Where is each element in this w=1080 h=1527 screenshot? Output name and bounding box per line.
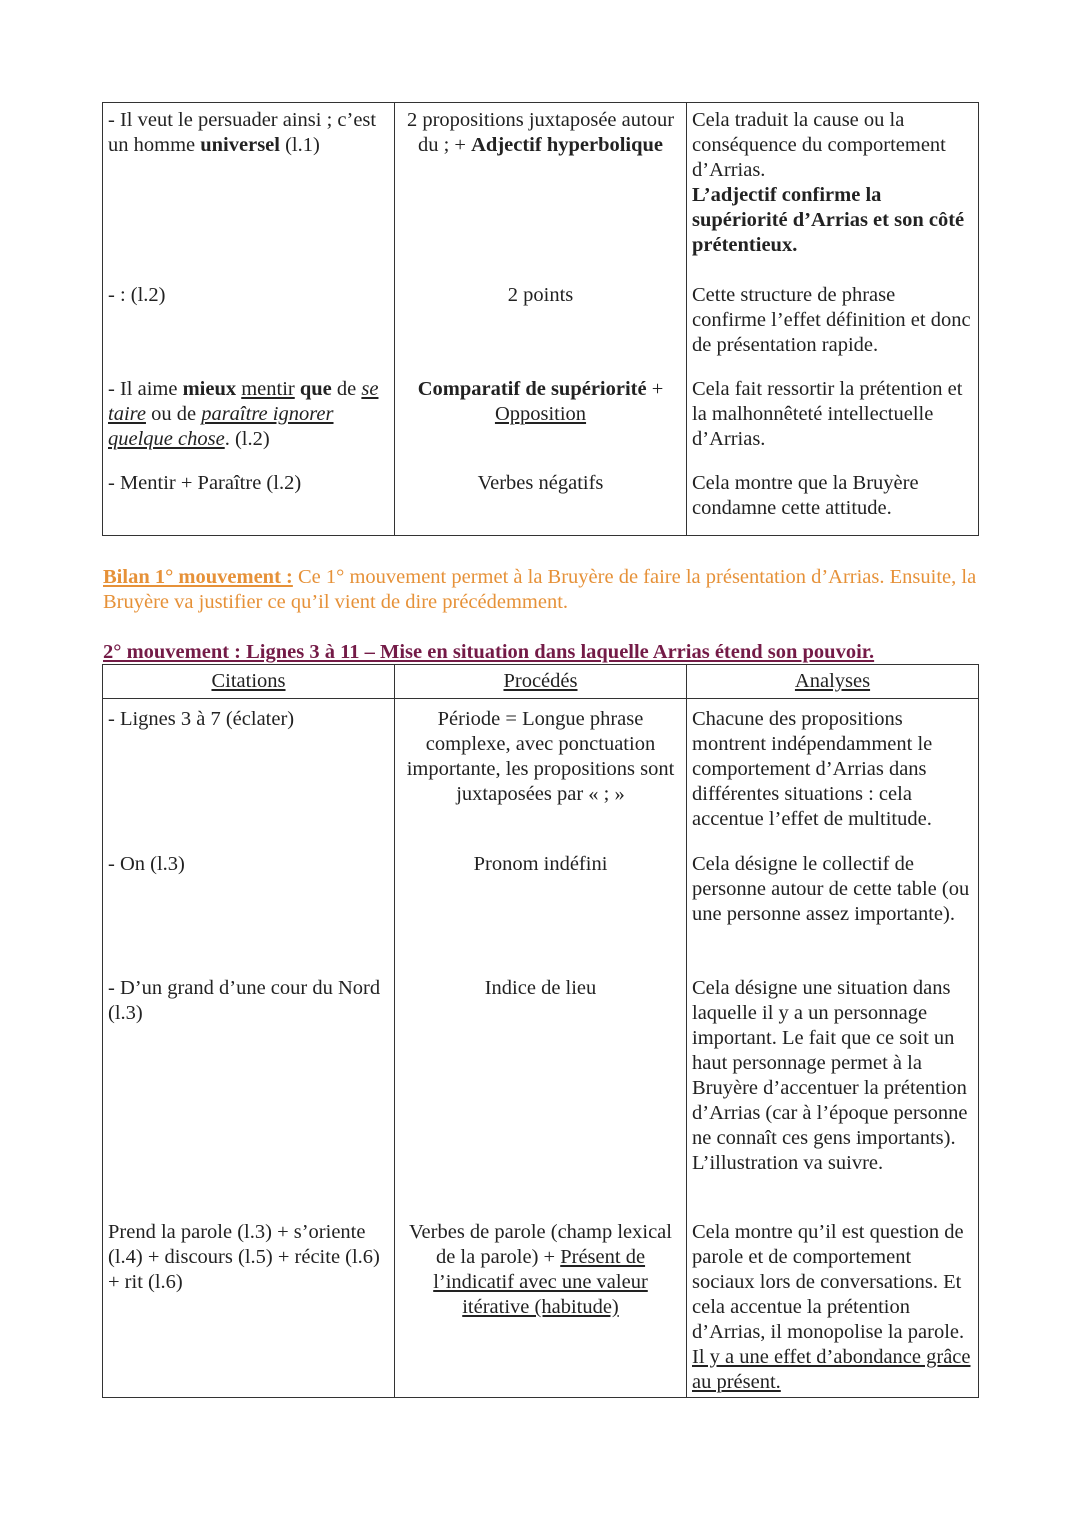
analyse-cell: Cette structure de phrase confirme l’effet définition et donc de présentation rapide.	[687, 278, 979, 372]
bilan-paragraph	[103, 565, 983, 615]
procede-cell: Verbes de parole (champ lexical de la parole) + Présent de l’indicatif avec une valeur itérative (habitude)	[395, 1215, 687, 1398]
section-heading: 2° mouvement : Lignes 3 à 11 – Mise en situation dans laquelle Arrias étend son pouvoir.	[103, 641, 875, 663]
column-header-procedes: Procédés	[395, 665, 687, 699]
table-row	[103, 103, 979, 279]
column-header-analyses: Analyses	[687, 665, 979, 699]
column-header-citations: Citations	[103, 665, 395, 699]
procede-cell: Indice de lieu	[395, 971, 687, 1215]
procede-cell: 2 points	[395, 278, 687, 372]
bold-text: Adjectif hyperbolique	[471, 134, 664, 156]
table-row	[103, 1215, 979, 1398]
analysis-table-1	[102, 102, 979, 536]
citation-cell: - : (l.2)	[103, 278, 395, 372]
citation-cell: - On (l.3)	[103, 847, 395, 971]
citation-cell: - Lignes 3 à 7 (éclater)	[103, 699, 395, 848]
bold-text: L’adjectif confirme la supériorité d’Arrias et son côté prétentieux.	[692, 184, 965, 256]
bold-word: universel	[200, 134, 280, 156]
procede-cell: Comparatif de supériorité + Opposition	[395, 372, 687, 466]
analyse-cell: Cela montre qu’il est question de parole et de comportement sociaux lors de conversations. Et cela accentue la prétention d’Arrias, il monopolise la parole. Il y a une effet d’abondance grâce au présent.	[687, 1215, 979, 1398]
analyse-cell: Cela désigne une situation dans laquelle il y a un personnage important. Le fait que ce soit un haut personnage permet à la Bruyère d’accentuer la prétention d’Arrias (car à l’époque personne ne connaît ces gens importants). L’illustration va suivre.	[687, 971, 979, 1215]
analyse-cell: Cela montre que la Bruyère condamne cette attitude.	[687, 466, 979, 536]
table-row	[103, 278, 979, 372]
table-row	[103, 699, 979, 848]
analyse-cell: Chacune des propositions montrent indépendamment le comportement d’Arrias dans différentes situations : cela accentue l’effet de multitude.	[687, 699, 979, 848]
bilan-text: Ce 1° mouvement permet à la Bruyère de faire la présentation d’Arrias. Ensuite, la Bruyère va justifier ce qu’il vient de dire précédemment.	[103, 566, 977, 613]
table-row	[103, 466, 979, 536]
table-header-row	[103, 665, 979, 699]
citation-cell: - D’un grand d’une cour du Nord (l.3)	[103, 971, 395, 1215]
analyse-cell: Cela désigne le collectif de personne autour de cette table (ou une personne assez importante).	[687, 847, 979, 971]
citation-cell: - Mentir + Paraître (l.2)	[103, 466, 395, 536]
procede-cell: Pronom indéfini	[395, 847, 687, 971]
analyse-cell: Cela traduit la cause ou la conséquence du comportement d’Arrias. L’adjectif confirme la supériorité d’Arrias et son côté prétentieux.	[687, 103, 979, 279]
procede-cell: Verbes négatifs	[395, 466, 687, 536]
bilan-label: Bilan 1° mouvement :	[103, 566, 293, 588]
citation-cell: Prend la parole (l.3) + s’oriente (l.4) + discours (l.5) + récite (l.6) + rit (l.6)	[103, 1215, 395, 1398]
analyse-cell: Cela fait ressortir la prétention et la malhonnêteté intellectuelle d’Arrias.	[687, 372, 979, 466]
citation-cell: - Il aime mieux mentir que de se taire ou de paraître ignorer quelque chose. (l.2)	[103, 372, 395, 466]
analysis-table-2	[102, 664, 979, 1398]
procede-cell: 2 propositions juxtaposée autour du ; + Adjectif hyperbolique	[395, 103, 687, 279]
procede-cell: Période = Longue phrase complexe, avec ponctuation importante, les propositions sont juxtaposées par « ; »	[395, 699, 687, 848]
table-row	[103, 847, 979, 971]
table-row	[103, 372, 979, 466]
table-row	[103, 971, 979, 1215]
citation-cell: - Il veut le persuader ainsi ; c’est un homme universel (l.1)	[103, 103, 395, 279]
